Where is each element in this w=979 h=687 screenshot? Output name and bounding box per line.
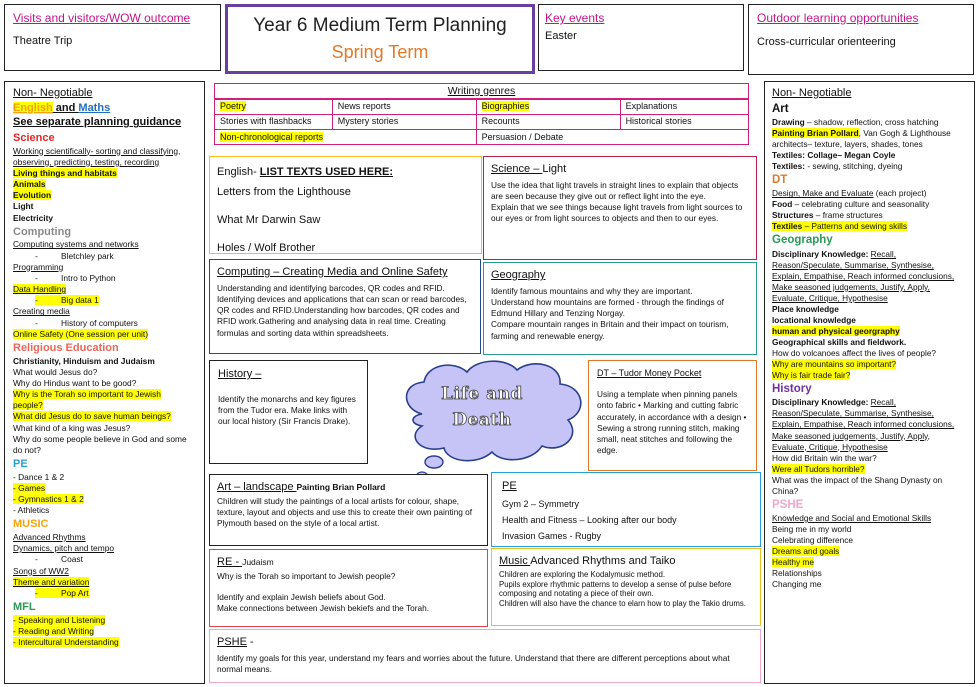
outdoor-value: Cross-curricular orienteering xyxy=(757,36,896,48)
and-label: and xyxy=(52,101,79,114)
mfl-line xyxy=(13,637,196,648)
pe-item: - Gymnastics 1 & 2 xyxy=(13,494,84,505)
writing-genres-table xyxy=(214,83,749,145)
topic-line-2: Death xyxy=(452,409,512,430)
geo-line: locational knowledge xyxy=(772,314,856,325)
mfl-item: - Reading and Writing xyxy=(13,625,94,636)
geography-box xyxy=(483,262,757,355)
dt-box xyxy=(588,360,757,471)
music-line xyxy=(13,577,196,588)
science-box xyxy=(483,156,757,260)
genre-cell: Mystery stories xyxy=(332,115,476,130)
computing-line: - Bletchley park xyxy=(35,250,114,261)
geo-item: human and physical georgraphy xyxy=(772,325,900,336)
dt-desc: (each project) xyxy=(873,188,927,199)
pe-line: - Dance 1 & 2 xyxy=(13,471,65,482)
english-maths-line xyxy=(13,101,196,116)
re-line: What would Jesus do? xyxy=(13,366,98,377)
music-title xyxy=(499,554,753,569)
hist-line: Explain, Empathise, Reach informed conclusions, xyxy=(772,419,955,430)
music-item: Theme and variation xyxy=(13,576,90,587)
english-title-a: English- xyxy=(217,166,260,178)
writing-genres-heading: Writing genres xyxy=(215,84,748,99)
computing-heading: Computing xyxy=(13,225,72,238)
music-line: - Coast xyxy=(35,554,83,565)
science-para: Explain that we see things because light travels from light sources to our eyes or from light sources to objects and then to our eyes. xyxy=(491,202,743,224)
geo-term: Disciplinary Knowledge: xyxy=(772,248,871,259)
history-box xyxy=(209,360,368,464)
geo-line: Explain, Empathise, Reach informed conclusions, xyxy=(772,270,955,281)
genre-cell: Stories with flashbacks xyxy=(215,115,332,130)
genre-cell: Historical stories xyxy=(620,115,748,130)
science-heading: Science xyxy=(13,131,55,144)
hist-term: Disciplinary Knowledge: xyxy=(772,397,871,408)
re-line: What kind of a king was Jesus? xyxy=(13,422,131,433)
hist-line: What was the impact of the Shang Dynasty on xyxy=(772,474,943,485)
geo-line: How do volcanoes affect the lives of people? xyxy=(772,348,937,359)
science-item: Living things and habitats xyxy=(13,167,117,178)
science-line xyxy=(13,179,196,190)
computing-line: Computing systems and networks xyxy=(13,239,139,250)
science-line: observing, predicting, testing, recording xyxy=(13,156,160,167)
dt-term: Structures xyxy=(772,210,814,221)
pe-box xyxy=(491,472,761,547)
science-title-b: Light xyxy=(542,163,567,175)
pe-line xyxy=(13,483,196,494)
science-line: Electricity xyxy=(13,212,54,223)
genre-cell: News reports xyxy=(332,100,476,115)
genre-cell xyxy=(215,130,476,145)
science-para: Use the idea that light travels in straight lines to explain that objects are seen because they give out or reflect light into the eye. xyxy=(491,179,739,202)
pe-line: Invasion Games - Rugby xyxy=(502,531,602,542)
art-desc: , Van Gogh & Lighthouse xyxy=(858,127,951,138)
dt-desc: – frame structures xyxy=(813,210,883,221)
pshe-line xyxy=(772,546,967,557)
history-body: Identify the monarchs and key figures from the Tudor era. Make links with our local history (Sir Francis Drake). xyxy=(218,393,356,427)
genre-cell: Persuasion / Debate xyxy=(476,130,748,145)
re-line xyxy=(13,389,196,400)
dt-title: DT – Tudor Money Pocket xyxy=(597,368,702,378)
art-line xyxy=(772,150,967,161)
re-title-a: RE - xyxy=(217,556,243,568)
re-heading: Religious Education xyxy=(13,341,119,354)
genre-cell xyxy=(476,100,620,115)
pe-title: PE xyxy=(502,480,517,492)
music-line xyxy=(13,588,196,599)
hist-line xyxy=(772,397,967,408)
right-heading: Non- Negotiable xyxy=(772,87,852,99)
computing-item: - Big data 1 xyxy=(35,295,99,306)
dt-line xyxy=(772,221,967,232)
music-title-b: Advanced Rhythms and Taiko xyxy=(530,555,676,567)
re-line: Why do Hindus want to be good? xyxy=(13,377,137,388)
art-heading: Art xyxy=(772,102,789,115)
dt-line xyxy=(772,188,967,199)
re-title-b: Judaism xyxy=(242,557,274,567)
geo-line xyxy=(772,249,967,260)
pe-item: - Games xyxy=(13,482,46,493)
geo-line xyxy=(772,359,967,370)
dt-term: Textiles xyxy=(772,221,803,232)
genre-label: Non-chronological reports xyxy=(220,131,324,142)
art-desc: - sewing, stitching, dyeing xyxy=(805,161,903,172)
page-title: Year 6 Medium Term Planning xyxy=(253,15,507,36)
geography-para: Compare mountain ranges in Britain and their impact on tourism, farming and renewable energy. xyxy=(491,319,729,341)
computing-item: Data Handling xyxy=(13,284,67,295)
re-item: What did Jesus do to save human beings? xyxy=(13,411,171,422)
computing-line: - History of computers xyxy=(35,317,138,328)
hist-line xyxy=(772,464,967,475)
pshe-box xyxy=(209,629,761,683)
art-desc: – Megan Coyle xyxy=(837,150,896,160)
computing-line: Creating media xyxy=(13,306,70,317)
key-events-box xyxy=(538,4,744,71)
pshe-title-suffix: - xyxy=(246,636,254,648)
art-body: Children will study the paintings of a local artists for colour, shape, texture, layout and objects and use this to create their own painting of Plymouth based on the style of a local artist. xyxy=(217,495,473,529)
pshe-body: Identify my goals for this year, understand my fears and worries about the future. Understand that there are different perceptions about what normal means. xyxy=(217,652,730,675)
computing-line xyxy=(13,284,196,295)
geo-desc: Recall, xyxy=(870,248,897,259)
dt-desc: – Patterns and sewing skills xyxy=(802,221,907,232)
mfl-line xyxy=(13,615,196,626)
computing-line: - Intro to Python xyxy=(35,272,116,283)
pe-line: Health and Fitness – Looking after our body xyxy=(502,514,677,525)
geo-line xyxy=(772,370,967,381)
computing-title: Computing – Creating Media and Online Safety xyxy=(217,266,448,278)
pshe-line xyxy=(772,557,967,568)
pshe-heading: PSHE xyxy=(772,498,804,511)
geography-title: Geography xyxy=(491,269,546,281)
hist-line: How did Britain win the war? xyxy=(772,452,877,463)
pe-line: - Athletics xyxy=(13,505,50,516)
hist-line: China? xyxy=(772,485,799,496)
english-book: What Mr Darwin Saw xyxy=(217,213,321,226)
pe-line: Gym 2 – Symmetry xyxy=(502,498,580,509)
mfl-line xyxy=(13,626,196,637)
mfl-heading: MFL xyxy=(13,601,36,614)
dt-line xyxy=(772,210,967,221)
re-item: Why is the Torah so important to Jewish xyxy=(13,389,161,400)
art-title-c: Painting Brian Pollard xyxy=(296,482,386,492)
pshe-line: Celebrating difference xyxy=(772,535,854,546)
hist-line: Make seasoned judgements, Justify, Apply, xyxy=(772,430,930,441)
science-item: Evolution xyxy=(13,190,52,201)
art-title-b: landscape xyxy=(243,481,297,493)
outdoor-box xyxy=(748,4,974,75)
science-line: Working scientifically- sorting and classifying, xyxy=(13,145,181,156)
title-box xyxy=(225,4,535,74)
music-item: - Pop Art xyxy=(35,587,89,598)
pshe-line: Knowledge and Social and Emotional Skills xyxy=(772,512,932,523)
music-line: Dynamics, pitch and tempo xyxy=(13,543,115,554)
geo-line: Evaluate, Critique, Hypothesise xyxy=(772,292,888,303)
pe-heading: PE xyxy=(13,458,28,471)
dt-heading: DT xyxy=(772,174,788,187)
computing-box xyxy=(209,259,481,354)
computing-line xyxy=(13,329,196,340)
art-line xyxy=(772,117,967,128)
art-desc: – shadow, reflection, cross hatching xyxy=(804,116,939,127)
pshe-title-a: PSHE xyxy=(217,636,247,648)
re-box xyxy=(209,549,488,627)
re-title xyxy=(217,555,480,570)
geo-line xyxy=(772,326,967,337)
geography-para: Understand how mountains are formed - through the findings of Edmund Hillary and Tenzing Norgay. xyxy=(491,297,724,319)
art-box xyxy=(209,474,488,546)
re-line xyxy=(13,411,196,422)
re-line xyxy=(13,400,196,411)
science-line xyxy=(13,168,196,179)
outdoor-heading: Outdoor learning opportunities xyxy=(757,11,919,25)
genres-row xyxy=(215,115,748,130)
genre-label: Poetry xyxy=(220,101,247,112)
pshe-line: Changing me xyxy=(772,579,822,590)
computing-line xyxy=(13,295,196,306)
visits-value: Theatre Trip xyxy=(13,35,73,47)
key-events-value: Easter xyxy=(545,30,577,42)
geo-item: Why are mountains so important? xyxy=(772,359,897,370)
left-non-negotiable-column xyxy=(4,81,205,684)
topic-line-1: Life and xyxy=(441,384,523,404)
music-line: Pupils explore rhythmic patterns to develop a sense of pulse before composing and notating a piece of their own. xyxy=(499,579,732,599)
re-line: Identify and explain Jewish beliefs about God. xyxy=(217,592,386,603)
english-title xyxy=(217,165,474,180)
genre-cell: Recounts xyxy=(476,115,620,130)
visits-box xyxy=(4,4,221,71)
dt-line xyxy=(772,199,967,210)
pshe-item: Dreams and goals xyxy=(772,546,840,557)
geo-line: Make seasoned judgements, Justify, Apply, xyxy=(772,281,930,292)
geo-item: Why is fair trade fair? xyxy=(772,370,851,381)
pshe-line: Being me in my world xyxy=(772,524,852,534)
re-line: Why is the Torah so important to Jewish people? xyxy=(217,570,396,581)
art-term: Textiles: Collage xyxy=(772,150,838,160)
genre-cell: Explanations xyxy=(620,100,748,115)
english-book: Letters from the Lighthouse xyxy=(217,185,351,198)
maths-label: Maths xyxy=(78,101,111,114)
re-line: Christianity, Hinduism and Judaism xyxy=(13,355,155,366)
art-term: Drawing xyxy=(772,116,805,127)
genre-label: Biographies xyxy=(481,101,530,112)
re-line: Why do some people believe in God and some xyxy=(13,433,187,444)
science-title-a: Science – xyxy=(491,163,543,175)
geography-heading: Geography xyxy=(772,234,833,247)
computing-item: Online Safety (One session per unit) xyxy=(13,328,148,339)
hist-line: Evaluate, Critique, Hypothesise xyxy=(772,441,888,452)
art-term: Textiles: xyxy=(772,161,806,172)
art-title xyxy=(217,480,480,495)
geo-line: Reason/Speculate, Summarise, Synthesise, xyxy=(772,259,934,270)
art-line: architects– texture, layers, shades, tones xyxy=(772,138,923,149)
see-separate-guidance: See separate planning guidance xyxy=(13,116,182,129)
music-box xyxy=(491,548,761,626)
pe-line xyxy=(13,494,196,505)
dt-term: Design, Make and Evaluate xyxy=(772,188,874,199)
hist-desc: Recall, xyxy=(870,397,897,408)
science-line xyxy=(13,190,196,201)
science-line: Light xyxy=(13,201,34,212)
english-book: Holes / Wolf Brother xyxy=(217,241,316,254)
dt-body: Using a template when pinning panels onto fabric • Marking and cutting fabric accurately, in accordance with a design • Sewing a strong running stitch, making small, neat stitches and following the edge. xyxy=(597,389,747,456)
genres-row xyxy=(215,100,748,115)
music-line: Songs of WW2 xyxy=(13,565,69,576)
music-line: Children will also have the chance to elarn how to play the Takio drums. xyxy=(499,599,746,609)
genre-cell xyxy=(215,100,332,115)
pshe-title xyxy=(217,635,753,650)
left-heading: Non- Negotiable xyxy=(13,87,93,99)
mfl-item: - Intercultural Understanding xyxy=(13,636,119,647)
dt-desc: – celebrating culture and seasonality xyxy=(792,199,930,210)
art-line xyxy=(772,161,967,172)
art-term: Painting Brian Pollard xyxy=(772,127,859,138)
english-title-b: LIST TEXTS USED HERE: xyxy=(259,166,394,178)
hist-item: Were all Tudors horrible? xyxy=(772,463,865,474)
right-non-negotiable-column xyxy=(764,81,975,684)
dt-term: Food xyxy=(772,199,793,210)
computing-line: Programming xyxy=(13,261,64,272)
re-line: Make connections between Jewish bekiefs and the Torah. xyxy=(217,603,430,614)
geo-line: Geographical skills and fieldwork. xyxy=(772,337,907,347)
music-title-a: Music xyxy=(499,555,531,567)
music-line: Children are exploring the Kodalymusic method. xyxy=(499,569,665,579)
science-title xyxy=(491,162,749,177)
pshe-item: Healthy me xyxy=(772,557,814,568)
visits-heading: Visits and visitors/WOW outcome xyxy=(13,11,191,25)
genres-row xyxy=(215,130,748,145)
genres-grid xyxy=(215,99,748,145)
art-line xyxy=(772,128,967,139)
geography-para: Identify famous mountains and why they are important. xyxy=(491,285,693,296)
hist-line: Reason/Speculate, Summarise, Synthesise, xyxy=(772,408,934,419)
term-title: Spring Term xyxy=(331,41,429,62)
computing-body: Understanding and identifying barcodes, QR codes and RFID. Identifying devices and applications that can scan or read barcodes, QR codes and RFID.Understanding how barcodes, QR codes and RFID work.Gathering and analysing data in real time. Creating formulas and sorting data within spreadsheets. xyxy=(217,282,467,338)
geo-line: Place knowledge xyxy=(772,303,839,314)
history-title: History – xyxy=(218,368,262,380)
re-line: do not? xyxy=(13,444,41,455)
music-heading: MUSIC xyxy=(13,518,49,531)
key-events-heading: Key events xyxy=(545,11,605,25)
pshe-line: Relationships xyxy=(772,568,822,579)
english-label: English xyxy=(13,101,53,114)
re-item: people? xyxy=(13,400,43,411)
art-title-a: Art – xyxy=(217,481,244,493)
music-line: Advanced Rhythms xyxy=(13,531,86,542)
english-box xyxy=(209,156,482,254)
topic-title xyxy=(392,382,572,433)
science-item: Animals xyxy=(13,179,46,190)
history-heading: History xyxy=(772,383,812,396)
mfl-item: - Speaking and Listening xyxy=(13,614,106,625)
